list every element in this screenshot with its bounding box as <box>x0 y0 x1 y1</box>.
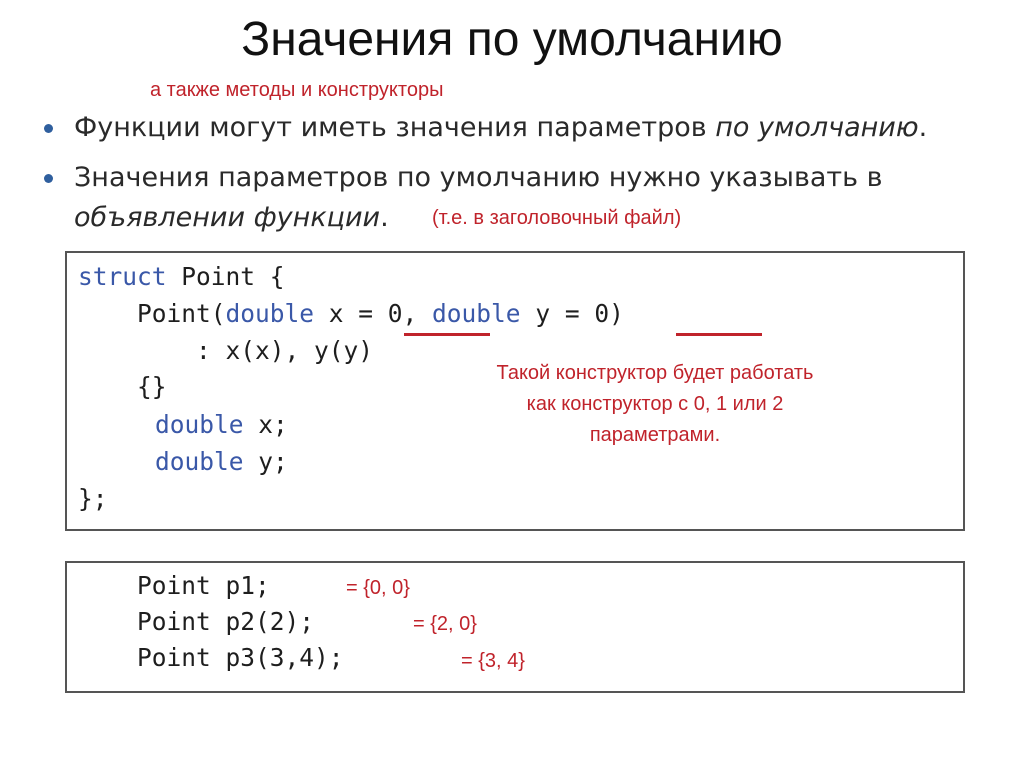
bullet-text-2: Значения параметров по умолчанию нужно указывать в объявлении функции. <box>74 162 883 233</box>
bullet-dot-icon <box>44 174 53 183</box>
code-line-7: }; <box>78 484 108 513</box>
usage-line-1: Point p1; <box>78 571 270 600</box>
slide-title: Значения по умолчанию <box>241 13 783 66</box>
code-line-4: {} <box>78 372 167 401</box>
header-file-note: (т.е. в заголовочный файл) <box>432 207 682 229</box>
result-annotation-2: = {2, 0} <box>413 613 477 635</box>
constructor-explanation: Такой конструктор будет работать как конструктор с 0, 1 или 2 параметрами. <box>496 362 814 446</box>
usage-line-2: Point p2(2); <box>78 607 315 636</box>
code-line-3: : x(x), y(y) <box>78 336 374 365</box>
result-annotation-3: = {3, 4} <box>461 650 525 672</box>
default-x-underline <box>404 333 490 336</box>
bullet-text-1: Функции могут иметь значения параметров по умолчанию. <box>74 112 928 143</box>
code-line-6: double y; <box>155 447 288 476</box>
usage-line-3: Point p3(3,4); <box>78 643 344 672</box>
code-line-1: struct Point { <box>78 262 285 291</box>
code-line-2: Point(double x = 0, double y = 0) <box>78 299 624 328</box>
slide-subtitle: а также методы и конструкторы <box>150 79 444 101</box>
code-line-5: double x; <box>155 410 288 439</box>
result-annotation-1: = {0, 0} <box>346 577 410 599</box>
bullet-dot-icon <box>44 124 53 133</box>
default-y-underline <box>676 333 762 336</box>
